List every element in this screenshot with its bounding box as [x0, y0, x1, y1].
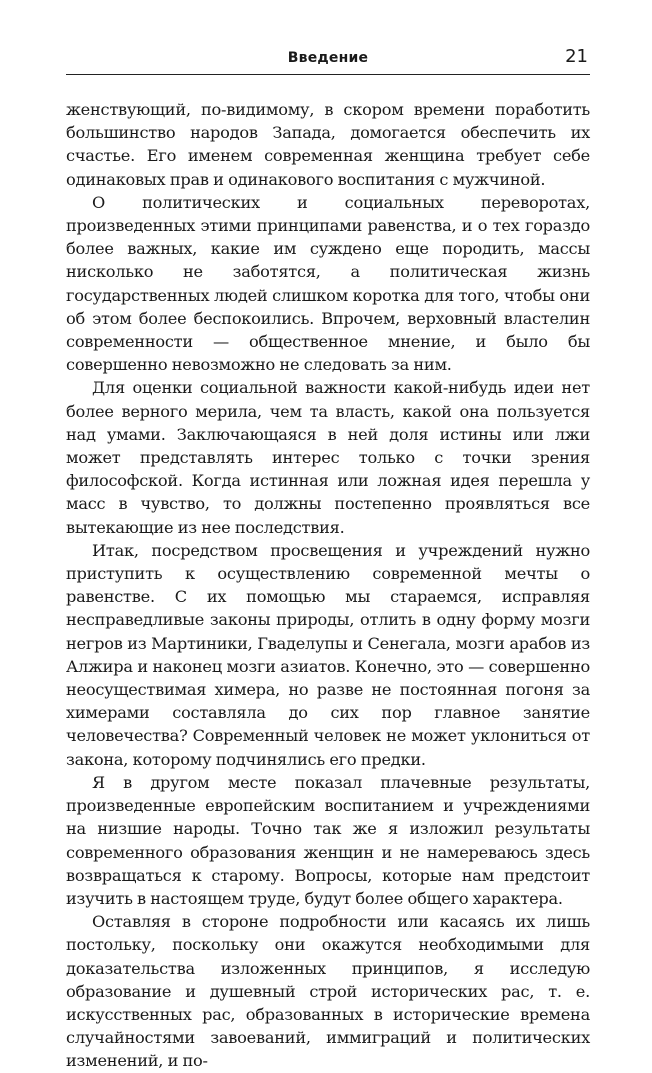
running-title: Введение [287, 50, 369, 66]
body-text [66, 98, 590, 1073]
paragraph: Оставляя в стороне подробности или касаясь их лишь постольку, поскольку они окажутся необходимыми для доказательства изложенных принципов, я исследую образование и душевный строй исторических рас, т. е. искусственных рас, образованных в исторические времена случайностями завоеваний, иммиграций и политических изменений, и по- [66, 912, 590, 1071]
paragraph: О политических и социальных переворотах, произведенных этими принципами равенства, и о тех гораздо более важных, какие им суждено еще породить, массы нисколько не заботятся, а политическая жизнь государственных людей слишком коротка для того, чтобы они об этом более беспокоились. Впрочем, верховный властелин современности — общественное мнение, и было бы совершенно невозможно не следовать за ним. [66, 192, 590, 375]
page-header [66, 46, 590, 75]
paragraph: Для оценки социальной важности какой-нибудь идеи нет более верного мерила, чем та власть, какой она пользуется над умами. Заключающаяся в ней доля истины или лжи может представлять интерес только с точки зрения философской. Когда истинная или ложная идея перешла у масс в чувство, то должны постепенно проявляться все вытекающие из нее последствия. [66, 378, 590, 537]
paragraph: Итак, посредством просвещения и учреждений нужно приступить к осуществлению современной мечты о равенстве. С их помощью мы стараемся, исправляя несправедливые законы природы, отлить в одну форму мозги негров из Мартиники, Гваделупы и Сенегала, мозги арабов из Алжира и наконец мозги азиатов. Конечно, это — совершенно неосуществимая химера, но разве не постоянная погоня за химерами составляла до сих пор главное занятие человечества? Современный человек не может уклониться от закона, которому подчинялись его предки. [66, 540, 590, 769]
page-number: 21 [565, 46, 588, 67]
paragraph: Я в другом месте показал плачевные результаты, произведенные европейским воспитанием и учреждениями на низшие народы. Точно так же я изложил результаты современного образования женщин и не намереваюсь здесь возвращаться к старому. Вопросы, которые нам предстоит изучить в настоящем труде, будут более общего характера. [66, 772, 590, 908]
paragraph: женствующий, по-видимому, в скором времени поработить большинство народов Запада, домогается обеспечить их счастье. Его именем современная женщина требует себе одинаковых прав и одинакового воспитания с мужчиной. [66, 100, 590, 189]
